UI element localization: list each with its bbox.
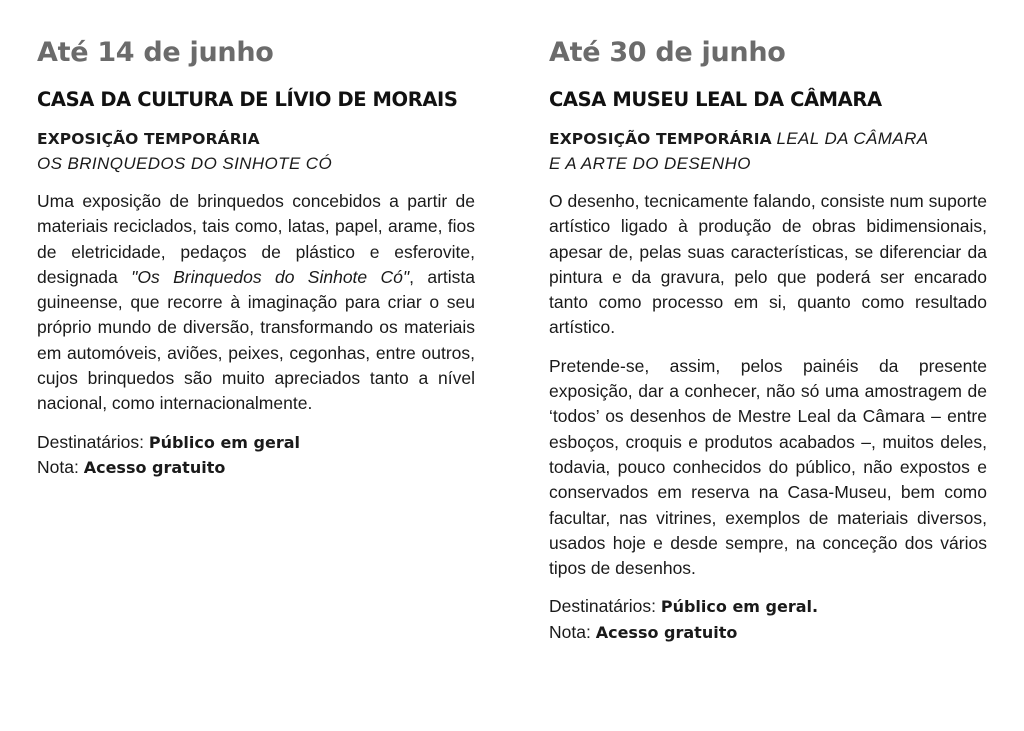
exhibition-description xyxy=(37,189,475,417)
exhibition-heading xyxy=(37,127,475,176)
venue-title: CASA MUSEU LEAL DA CÂMARA xyxy=(549,88,882,111)
event-meta xyxy=(37,430,475,481)
exhibition-description-continued: Pretende-se, assim, pelos painéis da presente exposição, dar a conhecer, não só uma amostragem de ‘todos’ os desenhos de Mestre Leal da Câmara – entre esboços, croquis e produtos acabados –, muitos deles, todavia, pouco conhecidos do público, não expostos e conservados em reserva na Casa-Museu, bem como facultar, nas vitrines, exemplos de materiais diversos, usados hoje e desde sempre, na conceção dos vários tipos de desenhos. xyxy=(549,355,987,579)
description-italic-title: "Os Brinquedos do Sinhote Có" xyxy=(131,266,410,287)
note-label: Nota: xyxy=(37,456,84,477)
audience-value: Público em geral. xyxy=(660,597,819,617)
audience-label: Destinatários: xyxy=(37,431,149,452)
exhibition-title-line2: E A ARTE DO DESENHO xyxy=(549,153,751,173)
note-label: Nota: xyxy=(549,621,596,642)
event-date: Até 30 de junho xyxy=(549,37,786,68)
description-text: Uma exposição de brinquedos concebidos a partir de materiais reciclados, tais como, latas, papel, arame, fios de eletricidade, pedaços de plástico e esferovite, designada xyxy=(37,191,475,287)
audience-line xyxy=(37,430,475,455)
event-column-right xyxy=(549,30,987,645)
description-text-continued: , artista guineense, que recorre à imaginação para criar o seu próprio mundo de diversão, transformando os materiais em automóveis, aviões, peixes, cegonhas, entre outros, cujos brinquedos são muito apreciados tanto a nível nacional, como internacionalmente. xyxy=(37,266,475,414)
note-value: Acesso gratuito xyxy=(83,457,226,477)
note-line xyxy=(37,455,475,480)
note-value: Acesso gratuito xyxy=(595,622,738,642)
audience-line xyxy=(549,594,987,619)
note-line xyxy=(549,620,987,645)
event-meta xyxy=(549,594,987,645)
event-column-left xyxy=(37,30,475,480)
exhibition-title-line1: LEAL DA CÂMARA xyxy=(776,129,929,148)
audience-label: Destinatários: xyxy=(549,596,661,617)
exhibition-description: O desenho, tecnicamente falando, consiste num suporte artístico ligado à produção de obras bidimensionais, apesar de, pelas suas características, se diferenciar da pintura e da gravura, pelo que poderá ser encarado tanto como processo em si, quanto como resultado artístico. xyxy=(549,191,987,338)
event-date: Até 14 de junho xyxy=(37,37,274,68)
exhibition-title: OS BRINQUEDOS DO SINHOTE CÓ xyxy=(37,153,333,173)
venue-title: CASA DA CULTURA DE LÍVIO DE MORAIS xyxy=(37,88,458,111)
exhibition-label: EXPOSIÇÃO TEMPORÁRIA xyxy=(549,130,772,148)
exhibition-heading xyxy=(549,127,987,176)
audience-value: Público em geral xyxy=(148,432,301,452)
exhibition-label: EXPOSIÇÃO TEMPORÁRIA xyxy=(37,130,260,148)
